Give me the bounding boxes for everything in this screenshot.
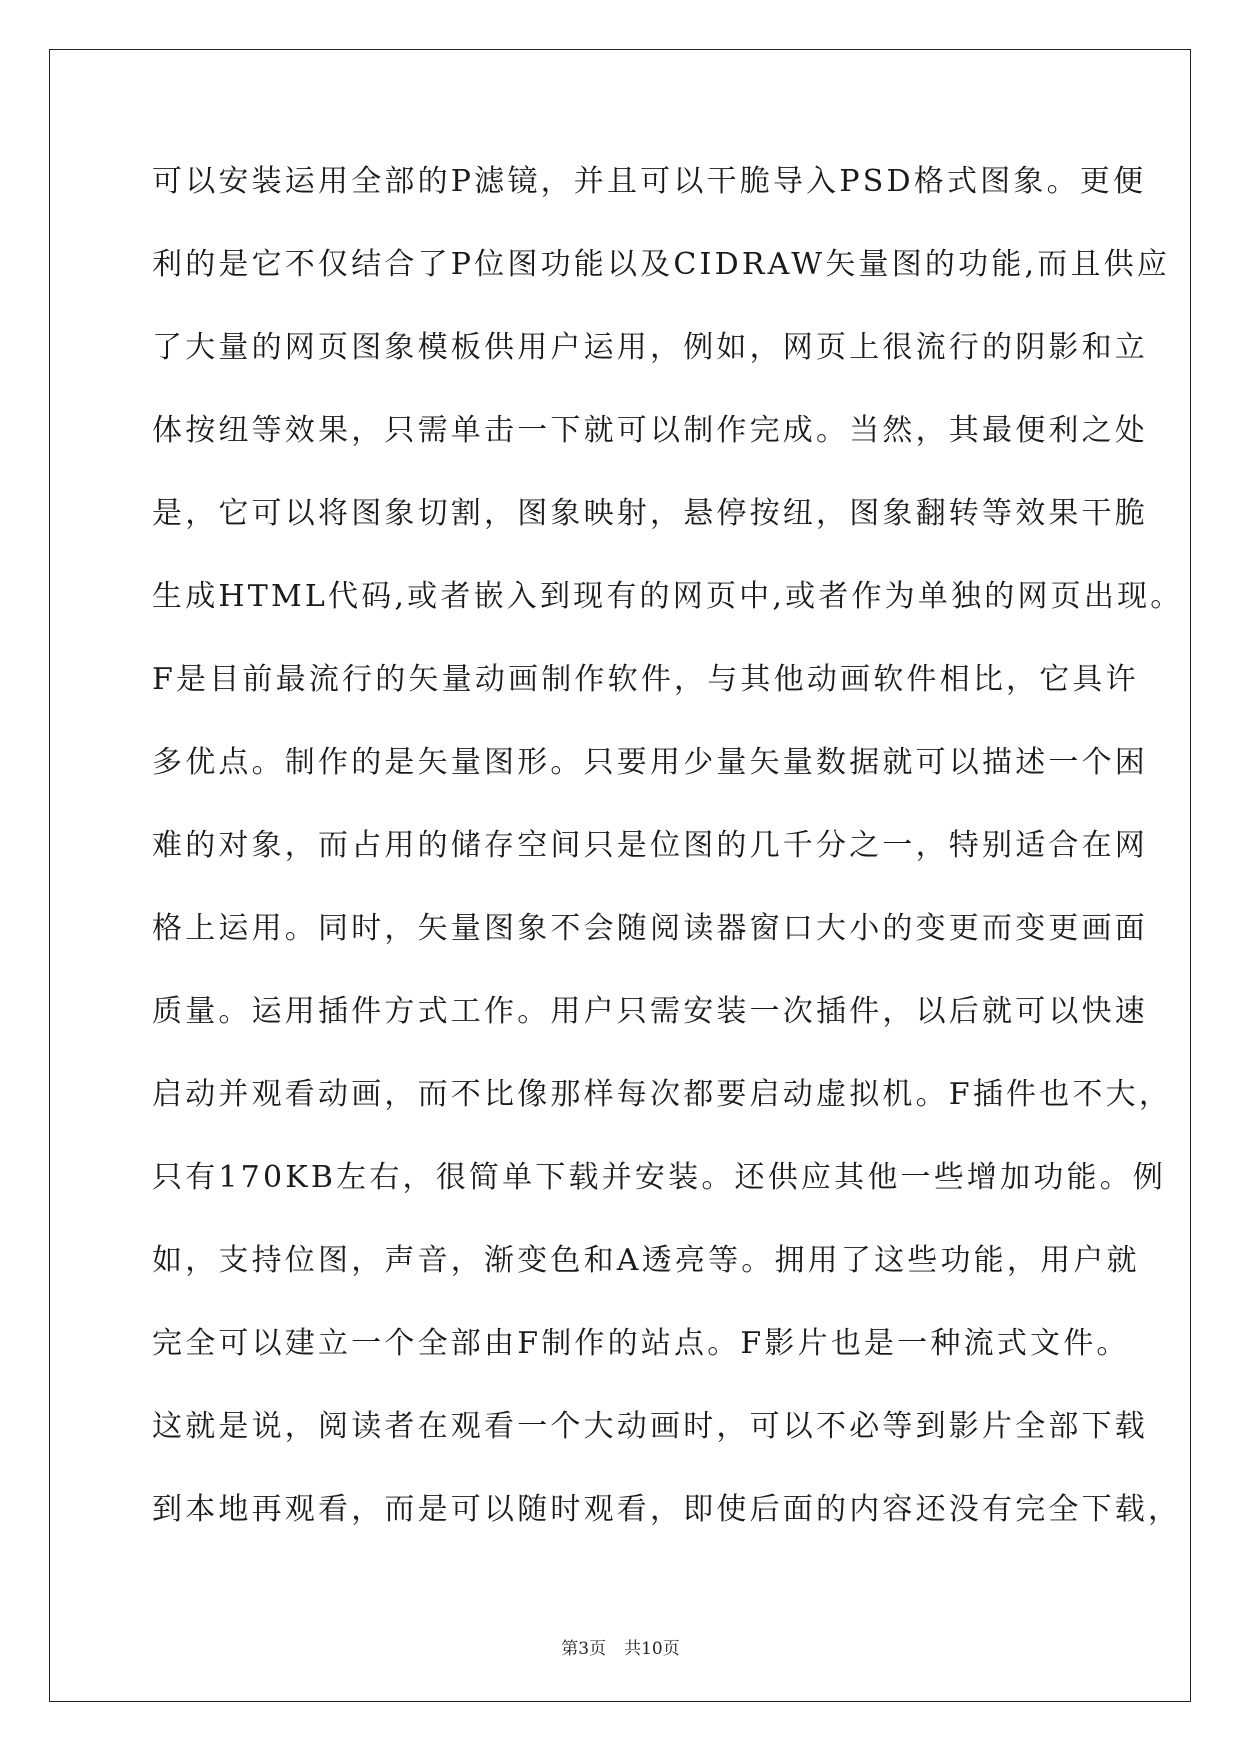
text-line-17: 到本地再观看，而是可以随时观看，即使后面的内容还没有完全下载， xyxy=(152,1492,1182,1527)
text-line-2: 利的是它不仅结合了P位图功能以及CIDRAW矢量图的功能,而且供应 xyxy=(152,247,1171,282)
page-number: 第3页 xyxy=(561,1639,607,1659)
text-line-5: 是，它可以将图象切割，图象映射，悬停按纽，图象翻转等效果干脆 xyxy=(152,496,1148,531)
text-line-8: 多优点。制作的是矢量图形。只要用少量矢量数据就可以描述一个困 xyxy=(152,745,1148,780)
body-text xyxy=(152,160,1184,1571)
text-line-7: F是目前最流行的矢量动画制作软件，与其他动画软件相比，它具许 xyxy=(152,662,1139,697)
text-line-13: 只有170KB左右，很简单下载并安装。还供应其他一些增加功能。例 xyxy=(152,1160,1167,1195)
text-line-10: 格上运用。同时，矢量图象不会随阅读器窗口大小的变更而变更画面 xyxy=(152,911,1148,946)
text-line-11: 质量。运用插件方式工作。用户只需安装一次插件，以后就可以快速 xyxy=(152,994,1148,1029)
text-line-15: 完全可以建立一个全部由F制作的站点。F影片也是一种流式文件。 xyxy=(152,1326,1130,1361)
text-line-14: 如，支持位图，声音，渐变色和A透亮等。拥用了这些功能，用户就 xyxy=(152,1243,1140,1278)
text-line-4: 体按纽等效果，只需单击一下就可以制作完成。当然，其最便利之处 xyxy=(152,413,1148,448)
page-total: 共10页 xyxy=(624,1639,680,1659)
text-line-9: 难的对象，而占用的储存空间只是位图的几千分之一，特别适合在网 xyxy=(152,828,1148,863)
text-line-3: 了大量的网页图象模板供用户运用，例如，网页上很流行的阴影和立 xyxy=(152,330,1148,365)
page-footer xyxy=(0,1634,1241,1659)
text-line-6: 生成HTML代码,或者嵌入到现有的网页中,或者作为单独的网页出现。 xyxy=(152,579,1184,614)
text-line-16: 这就是说，阅读者在观看一个大动画时，可以不必等到影片全部下载 xyxy=(152,1409,1148,1444)
text-line-12: 启动并观看动画，而不比像那样每次都要启动虚拟机。F插件也不大， xyxy=(152,1077,1173,1112)
text-line-1: 可以安装运用全部的P滤镜，并且可以干脆导入PSD格式图象。更便 xyxy=(152,164,1147,199)
